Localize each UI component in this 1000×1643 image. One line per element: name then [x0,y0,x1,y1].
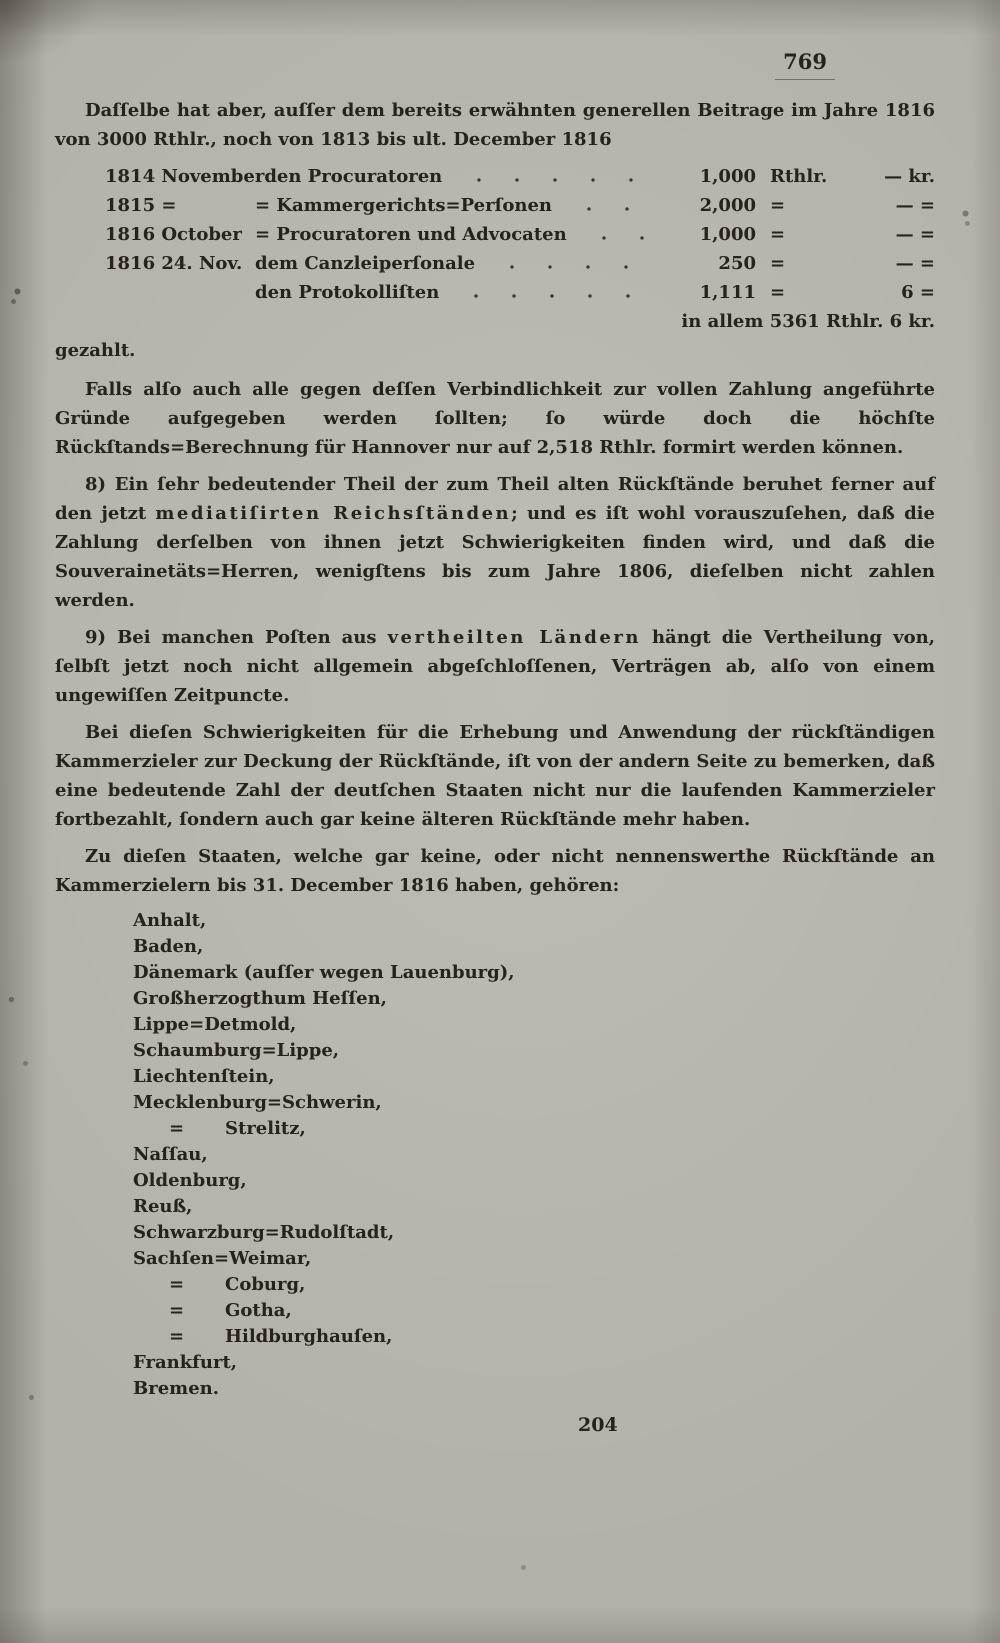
table-row [105,191,935,220]
state-label: Hildburghauſen, [225,1326,393,1347]
recipient-cell: = Procuratoren und Advocaten [255,224,567,245]
date-cell: 1816 October [105,224,242,245]
currency-cell: = [770,282,786,303]
list-item: Baden, [133,936,204,957]
amount-cell: 1,111 [699,282,756,303]
currency-cell: = [770,195,786,216]
list-item: Schaumburg=Lippe, [133,1040,340,1061]
state-label: Strelitz, [225,1118,306,1139]
paragraph-text: 8) Ein ſehr bedeutender Theil der zum Theil alten Rückſtände beruhet ferner auf den jetzt [55,474,935,524]
dot-leader [485,249,656,278]
kreuzer-cell: — kr. [884,166,935,187]
list-item [133,1272,935,1298]
states-list [133,908,935,1402]
list-item: Dänemark (auſſer wegen Lauenburg), [133,962,515,983]
dot-leader [449,278,656,307]
list-item: Großherzogthum Heſſen, [133,988,387,1009]
recipient-cell: den Protokolliſten [255,282,440,303]
kreuzer-cell: — = [895,224,935,245]
list-item: Mecklenburg=Schwerin, [133,1092,382,1113]
table-row [105,278,935,307]
ditto-mark: = [169,1118,185,1139]
paragraph-falls: Falls alſo auch alle gegen deſſen Verbindlichkeit zur vollen Zahlung angeführte Gründe aufgegeben werden ſollten; ſo würde doch die höchſte Rückſtands=Berechnung für Hannover nur auf 2,518 Rthlr. formirt werden können. [55,379,935,458]
currency-cell: Rthlr. [770,166,828,187]
kreuzer-cell: 6 = [901,282,935,303]
date-cell: 1815 = [105,195,177,216]
list-item: Oldenburg, [133,1170,247,1191]
ditto-mark: = [169,1300,185,1321]
list-item [133,1298,935,1324]
table-row [105,249,935,278]
paragraph-bei: Bei dieſen Schwierigkeiten für die Erhebung und Anwendung der rückſtändigen Kammerzieler zur Deckung der Rückſtände, iſt von der andern Seite zu bemerken, daß eine bedeutende Zahl der deutſchen Staaten nicht nur die laufenden Kammerzieler fortbezahlt, ſondern auch gar keine älteren Rückſtände mehr haben. [55,722,935,830]
intro-paragraph: Daſſelbe hat aber, auſſer dem bereits erwähnten generellen Beitrage im Jahre 1816 von 3000 Rthlr., noch von 1813 bis ult. December 1816 [55,100,935,150]
list-item: Naſſau, [133,1144,208,1165]
signature-mark: 204 [578,1414,618,1436]
page-content [55,48,935,1438]
date-cell: 1816 24. Nov. [105,253,243,274]
table-closing: gezahlt. [55,340,136,361]
dot-leader [452,162,656,191]
list-item: Reuß, [133,1196,193,1217]
state-label: Coburg, [225,1274,306,1295]
state-label: Gotha, [225,1300,292,1321]
amount-cell: 250 [718,253,756,274]
paragraph-text: hängt die Vertheilung von, ſelbſt jetzt noch nicht allgemein abgeſchloſſenen, Verträgen ab, alſo von einem ungewiſſen Zeitpuncte. [55,627,935,706]
list-item: Bremen. [133,1378,220,1399]
paragraph-zu: Zu dieſen Staaten, welche gar keine, oder nicht nennenswerthe Rückſtände an Kammerzielern bis 31. December 1816 haben, gehören: [55,846,935,896]
amount-cell: 2,000 [699,195,756,216]
currency-cell: = [770,224,786,245]
date-cell [105,278,255,307]
kreuzer-cell: — = [895,195,935,216]
scan-artifacts [0,0,3,3]
dot-leader [577,220,656,249]
paragraph-8 [55,470,935,615]
emphasized-text: vertheilten Ländern [387,627,641,648]
emphasized-text: mediatiſirten Reichsſtänden [155,503,512,524]
paragraph-text: 9) Bei manchen Poſten aus [85,627,388,648]
list-item [133,1324,935,1350]
recipient-cell: dem Canzleiperſonale [255,253,476,274]
kreuzer-cell: — = [895,253,935,274]
currency-cell: = [770,253,786,274]
paragraph-9 [55,623,935,710]
list-item [133,1116,935,1142]
ditto-mark: = [169,1326,185,1347]
list-item: Frankfurt, [133,1352,238,1373]
list-item: Sachſen=Weimar, [133,1248,312,1269]
date-cell: 1814 November [105,166,265,187]
list-item: Anhalt, [133,910,207,931]
payments-table [55,162,935,365]
list-item: Schwarzburg=Rudolſtadt, [133,1222,395,1243]
recipient-cell: den Procuratoren [264,166,443,187]
amount-cell: 1,000 [699,224,756,245]
ditto-mark: = [169,1274,185,1295]
list-item: Liechtenſtein, [133,1066,275,1087]
table-row [105,220,935,249]
table-total: in allem 5361 Rthlr. 6 kr. [681,311,935,332]
page-number: 769 [775,48,835,80]
recipient-cell: = Kammergerichts=Perſonen [255,195,552,216]
page-header [55,48,935,80]
table-row [105,162,935,191]
paragraph-text: ; und es iſt wohl vorauszuſehen, daß die Zahlung derſelben von ihnen jetzt Schwierigkeiten finden wird, und daß die Souverainetäts=Herren, wenigſtens bis zum Jahre 1806, dieſelben nicht zahlen werden. [55,503,935,611]
list-item: Lippe=Detmold, [133,1014,297,1035]
dot-leader [562,191,656,220]
amount-cell: 1,000 [699,166,756,187]
